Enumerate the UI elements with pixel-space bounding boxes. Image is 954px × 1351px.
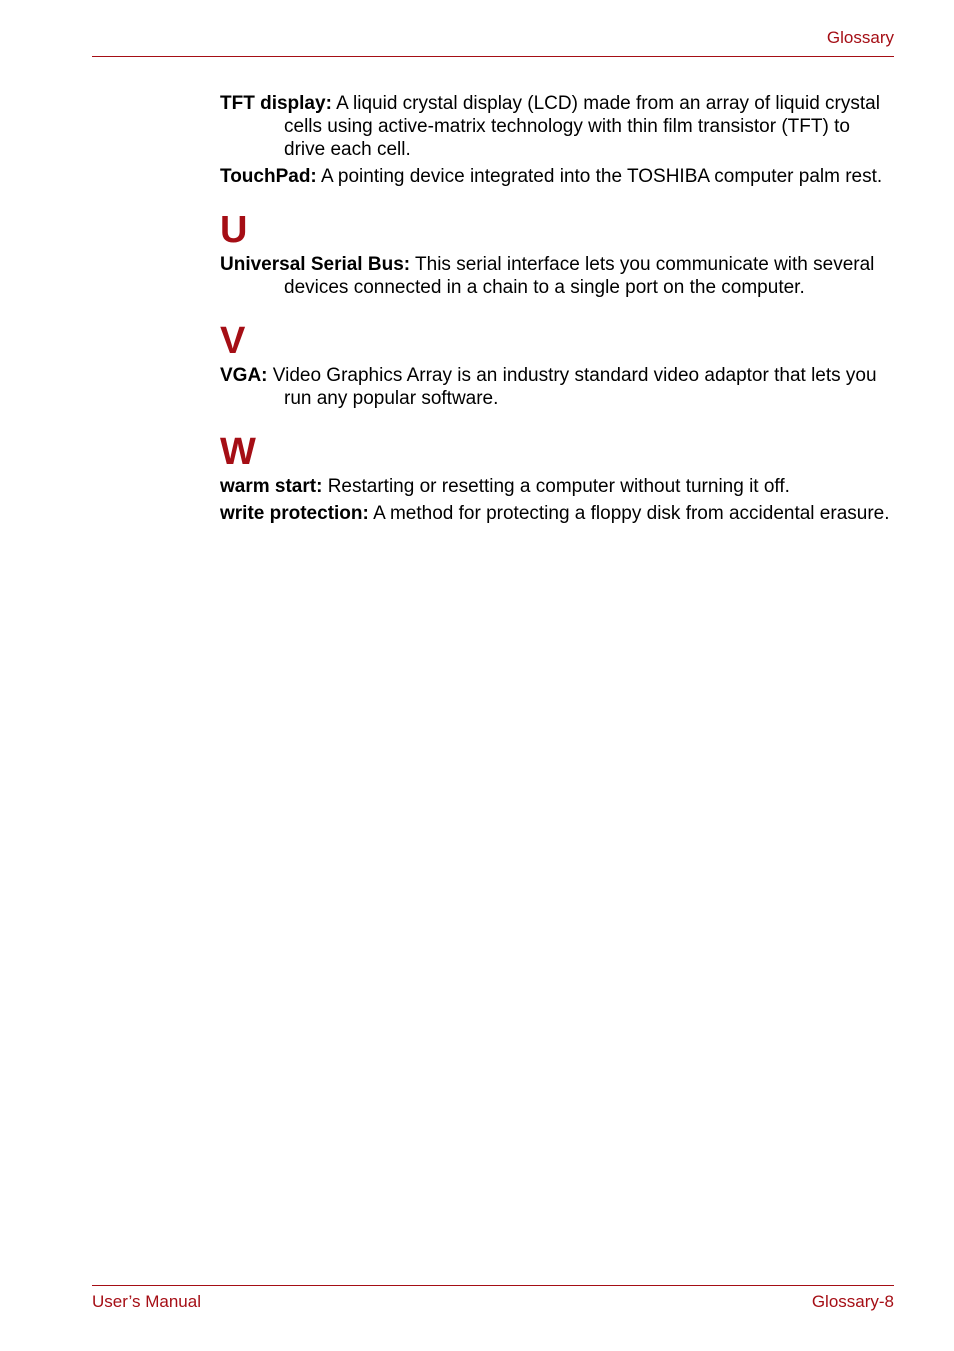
glossary-entry-tft-display [220,92,894,161]
glossary-term: warm start: [220,476,323,497]
glossary-term: Universal Serial Bus: [220,254,411,275]
glossary-definition: Video Graphics Array is an industry standard video adaptor that lets you run any popular software. [272,365,877,409]
header-section-title: Glossary [826,28,894,47]
glossary-entry-warm-start [220,475,894,498]
section-letter-u: U [220,209,248,251]
glossary-term: write protection: [220,503,369,524]
glossary-entry-touchpad [220,165,894,188]
footer-divider [92,1285,894,1286]
footer-page-number: Glossary-8 [811,1292,894,1311]
glossary-content [220,92,894,529]
glossary-term: TFT display: [220,93,332,114]
glossary-definition: Restarting or resetting a computer without turning it off. [327,476,790,497]
footer-manual-title: User’s Manual [92,1292,201,1311]
glossary-definition: A liquid crystal display (LCD) made from an array of liquid crystal cells using active-matrix technology with thin film transistor (TFT) to drive each cell. [284,93,880,160]
glossary-entry-vga [220,364,894,410]
section-letter-v: V [220,320,246,362]
glossary-definition: This serial interface lets you communicate with several devices connected in a chain to a single port on the computer. [284,254,875,298]
glossary-definition: A method for protecting a floppy disk from accidental erasure. [373,503,890,524]
glossary-term: TouchPad: [220,166,317,187]
glossary-entry-universal-serial-bus [220,253,894,299]
glossary-entry-write-protection [220,502,894,525]
glossary-definition: A pointing device integrated into the TOSHIBA computer palm rest. [321,166,883,187]
section-letter-w: W [220,431,256,473]
glossary-term: VGA: [220,365,268,386]
header-divider [92,56,894,57]
